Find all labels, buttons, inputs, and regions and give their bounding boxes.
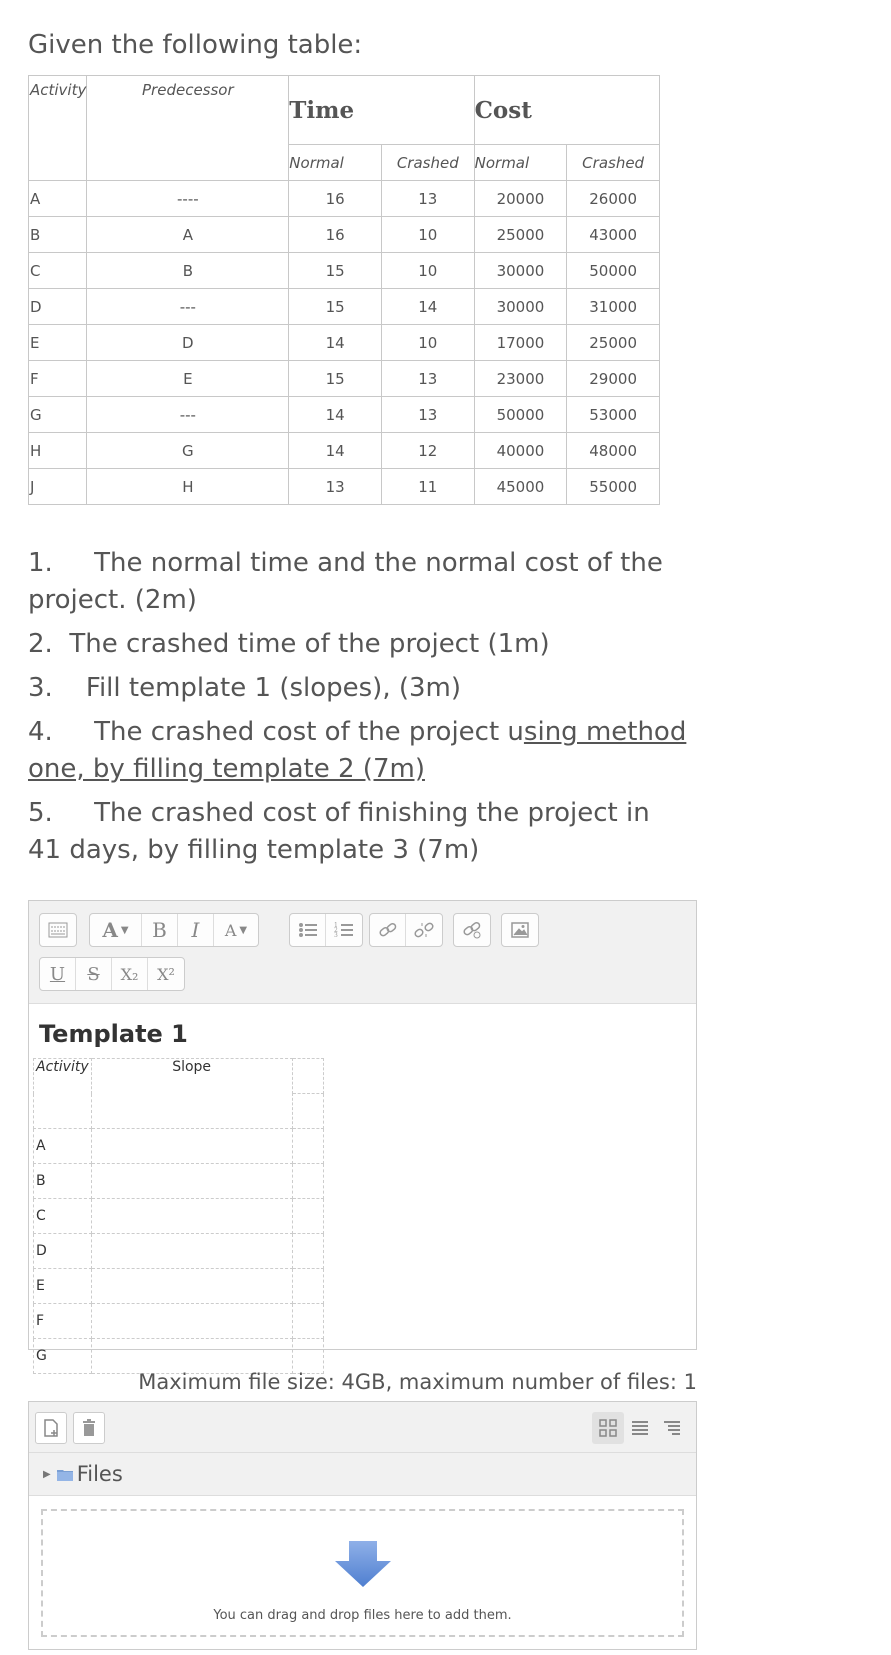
table-cell: 23000 xyxy=(474,361,567,397)
grid-view-icon xyxy=(599,1419,617,1437)
table-cell: 11 xyxy=(381,469,474,505)
list-view-icon xyxy=(631,1419,649,1437)
template-row xyxy=(34,1164,324,1199)
template-cell[interactable] xyxy=(292,1304,323,1339)
table-cell: 13 xyxy=(381,397,474,433)
table-cell: 53000 xyxy=(567,397,660,433)
table-cell: G xyxy=(29,397,87,433)
download-arrow-icon xyxy=(335,1541,391,1587)
insert-image-button[interactable] xyxy=(502,914,538,946)
header-activity: Activity xyxy=(29,76,87,181)
table-row xyxy=(29,289,660,325)
bullet-list-icon xyxy=(298,921,318,939)
toolbar-group-format xyxy=(39,957,185,991)
table-row xyxy=(29,217,660,253)
question-5 xyxy=(28,795,688,869)
header-time-normal: Normal xyxy=(289,145,382,181)
file-path-bar xyxy=(29,1453,696,1496)
question-text: The crashed cost of the project u xyxy=(94,717,524,747)
superscript-button[interactable] xyxy=(148,958,184,990)
template-row xyxy=(34,1199,324,1234)
view-tree-button[interactable] xyxy=(656,1412,688,1444)
template-activity-cell[interactable]: C xyxy=(34,1199,92,1234)
template-cell[interactable] xyxy=(292,1269,323,1304)
toolbar-group-lists xyxy=(289,913,363,947)
question-number: 5. xyxy=(28,798,53,828)
template-row xyxy=(34,1129,324,1164)
template-slope-cell[interactable] xyxy=(91,1129,292,1164)
header-cost-crashed: Crashed xyxy=(567,145,660,181)
add-file-icon xyxy=(42,1418,60,1438)
table-cell: 10 xyxy=(381,217,474,253)
header-cost: Cost xyxy=(474,76,659,145)
header-predecessor: Predecessor xyxy=(87,76,289,181)
toolbar-group-toggle xyxy=(39,913,77,947)
max-file-size-text: Maximum file size: 4GB, maximum number of files: 1 xyxy=(138,1370,697,1394)
template-slope-cell[interactable] xyxy=(91,1234,292,1269)
toolbar-group-style xyxy=(89,913,259,947)
question-text-underlined: sing method one, by filling template 2 (7m) xyxy=(28,717,687,784)
table-cell: C xyxy=(29,253,87,289)
text-color-button[interactable] xyxy=(214,914,258,946)
question-text: The crashed time of the project (1m) xyxy=(69,629,550,659)
template-slope-cell[interactable] xyxy=(91,1269,292,1304)
text-color-label: A xyxy=(224,920,237,940)
table-cell: H xyxy=(29,433,87,469)
unlink-button[interactable] xyxy=(406,914,442,946)
template-cell[interactable] xyxy=(292,1339,323,1374)
table-cell: 43000 xyxy=(567,217,660,253)
template-cell[interactable] xyxy=(292,1059,323,1094)
table-cell: B xyxy=(87,253,289,289)
header-time: Time xyxy=(289,76,474,145)
activity-table xyxy=(28,75,660,505)
intro-text: Given the following table: xyxy=(28,30,363,60)
template-activity-cell[interactable]: D xyxy=(34,1234,92,1269)
question-number: 4. xyxy=(28,717,53,747)
unlink-icon xyxy=(414,921,434,939)
table-row xyxy=(29,253,660,289)
table-cell: 14 xyxy=(289,397,382,433)
link-icon xyxy=(378,921,398,939)
dropdown-arrow-icon: ▼ xyxy=(239,924,248,936)
table-cell: 30000 xyxy=(474,253,567,289)
delete-file-button[interactable] xyxy=(73,1412,105,1444)
template-slope-cell[interactable] xyxy=(91,1339,292,1374)
dropdown-arrow-icon: ▼ xyxy=(120,924,129,936)
table-cell: --- xyxy=(87,397,289,433)
expand-arrow-icon[interactable]: ▶ xyxy=(43,1468,51,1480)
strikethrough-button[interactable] xyxy=(76,958,112,990)
table-cell: 10 xyxy=(381,253,474,289)
table-cell: 50000 xyxy=(474,397,567,433)
table-cell: 15 xyxy=(289,289,382,325)
question-3 xyxy=(28,670,688,707)
table-cell: 14 xyxy=(289,325,382,361)
table-cell: 40000 xyxy=(474,433,567,469)
table-cell: G xyxy=(87,433,289,469)
template-row xyxy=(34,1339,324,1374)
file-manager xyxy=(28,1401,697,1650)
template-cell[interactable] xyxy=(292,1234,323,1269)
table-row xyxy=(29,361,660,397)
table-row xyxy=(29,325,660,361)
table-cell: 26000 xyxy=(567,181,660,217)
table-cell: 17000 xyxy=(474,325,567,361)
template-row xyxy=(34,1304,324,1339)
underline-label: U xyxy=(49,963,66,985)
question-2 xyxy=(28,626,688,663)
question-number: 1. xyxy=(28,548,53,578)
toolbar-group-media xyxy=(501,913,539,947)
trash-icon xyxy=(81,1419,97,1437)
manage-files-button[interactable] xyxy=(454,914,490,946)
template-cell[interactable] xyxy=(292,1164,323,1199)
template-cell[interactable] xyxy=(292,1094,323,1129)
svg-text:1: 1 xyxy=(334,922,338,929)
template-row xyxy=(34,1234,324,1269)
table-row xyxy=(29,181,660,217)
svg-text:3: 3 xyxy=(334,932,338,939)
subscript-button[interactable] xyxy=(112,958,148,990)
numbered-list-button[interactable] xyxy=(326,914,362,946)
add-file-button[interactable] xyxy=(35,1412,67,1444)
font-style-button[interactable] xyxy=(90,914,142,946)
tree-view-icon xyxy=(663,1419,681,1437)
superscript-label: X² xyxy=(157,964,175,984)
header-cost-normal: Normal xyxy=(474,145,567,181)
file-drop-area[interactable] xyxy=(41,1509,684,1637)
question-number: 3. xyxy=(28,673,53,703)
table-cell: ---- xyxy=(87,181,289,217)
table-cell: 45000 xyxy=(474,469,567,505)
table-cell: 14 xyxy=(381,289,474,325)
toolbar-toggle-button[interactable] xyxy=(40,914,76,946)
table-cell: 50000 xyxy=(567,253,660,289)
table-cell: F xyxy=(29,361,87,397)
template-table xyxy=(33,1058,324,1374)
table-cell: 13 xyxy=(381,181,474,217)
toolbar-group-links xyxy=(369,913,443,947)
table-row xyxy=(29,433,660,469)
table-cell: 25000 xyxy=(474,217,567,253)
table-cell: 16 xyxy=(289,217,382,253)
italic-button[interactable] xyxy=(178,914,214,946)
manage-files-icon xyxy=(462,921,482,939)
subscript-label: X₂ xyxy=(120,964,139,984)
table-cell: 29000 xyxy=(567,361,660,397)
editor-toolbar xyxy=(29,901,696,1004)
table-cell: B xyxy=(29,217,87,253)
strikethrough-label: S xyxy=(87,963,100,985)
folder-label[interactable]: Files xyxy=(76,1462,123,1486)
svg-text:2: 2 xyxy=(334,927,338,934)
template-cell[interactable] xyxy=(292,1129,323,1164)
template-activity-cell[interactable]: A xyxy=(34,1129,92,1164)
template-slope-cell[interactable] xyxy=(91,1199,292,1234)
template-activity-cell[interactable]: F xyxy=(34,1304,92,1339)
table-cell: 15 xyxy=(289,361,382,397)
file-manager-toolbar xyxy=(29,1402,696,1453)
table-cell: --- xyxy=(87,289,289,325)
table-cell: 14 xyxy=(289,433,382,469)
question-text: The normal time and the normal cost of the project. (2m) xyxy=(28,548,663,615)
numbered-list-icon xyxy=(334,921,354,939)
table-cell: 25000 xyxy=(567,325,660,361)
template-activity-cell[interactable]: B xyxy=(34,1164,92,1199)
bullet-list-button[interactable] xyxy=(290,914,326,946)
rich-text-editor[interactable] xyxy=(28,900,697,1364)
view-list-button[interactable] xyxy=(624,1412,656,1444)
table-cell: 16 xyxy=(289,181,382,217)
question-number: 2. xyxy=(28,629,53,659)
template-cell[interactable] xyxy=(292,1199,323,1234)
header-time-crashed: Crashed xyxy=(381,145,474,181)
view-icons-button[interactable] xyxy=(592,1412,624,1444)
table-cell: 13 xyxy=(289,469,382,505)
table-cell: E xyxy=(87,361,289,397)
view-switcher xyxy=(592,1412,688,1444)
table-cell: D xyxy=(87,325,289,361)
table-cell: 31000 xyxy=(567,289,660,325)
question-text: Fill template 1 (slopes), (3m) xyxy=(85,673,462,703)
question-text: The crashed cost of finishing the project in 41 days, by filling template 3 (7m) xyxy=(28,798,650,865)
template-slope-cell[interactable] xyxy=(91,1304,292,1339)
table-cell: 20000 xyxy=(474,181,567,217)
question-4 xyxy=(28,714,688,788)
question-1 xyxy=(28,545,688,619)
table-cell: 12 xyxy=(381,433,474,469)
table-cell: 48000 xyxy=(567,433,660,469)
underline-button[interactable] xyxy=(40,958,76,990)
table-cell: 55000 xyxy=(567,469,660,505)
bold-button[interactable] xyxy=(142,914,178,946)
template-row xyxy=(34,1269,324,1304)
table-cell: A xyxy=(29,181,87,217)
toolbar-group-manage xyxy=(453,913,491,947)
font-style-label: A xyxy=(102,918,118,942)
table-cell: 15 xyxy=(289,253,382,289)
template-title: Template 1 xyxy=(39,1020,188,1048)
keyboard-icon xyxy=(48,922,68,938)
editor-content-area[interactable] xyxy=(29,1004,696,1364)
template-activity-cell[interactable]: G xyxy=(34,1339,92,1374)
template-header-activity: Activity xyxy=(34,1059,92,1129)
table-cell: 30000 xyxy=(474,289,567,325)
image-icon xyxy=(510,921,530,939)
table-cell: 10 xyxy=(381,325,474,361)
table-cell: 13 xyxy=(381,361,474,397)
table-row xyxy=(29,469,660,505)
drop-message: You can drag and drop files here to add them. xyxy=(213,1608,512,1623)
folder-icon xyxy=(57,1468,73,1481)
table-cell: D xyxy=(29,289,87,325)
template-header-slope: Slope xyxy=(91,1059,292,1129)
italic-label: I xyxy=(191,918,200,942)
template-slope-cell[interactable] xyxy=(91,1164,292,1199)
table-cell: J xyxy=(29,469,87,505)
table-cell: H xyxy=(87,469,289,505)
bold-label: B xyxy=(152,918,167,942)
table-row xyxy=(29,397,660,433)
table-cell: A xyxy=(87,217,289,253)
table-cell: E xyxy=(29,325,87,361)
link-button[interactable] xyxy=(370,914,406,946)
questions-list xyxy=(28,545,688,876)
template-activity-cell[interactable]: E xyxy=(34,1269,92,1304)
